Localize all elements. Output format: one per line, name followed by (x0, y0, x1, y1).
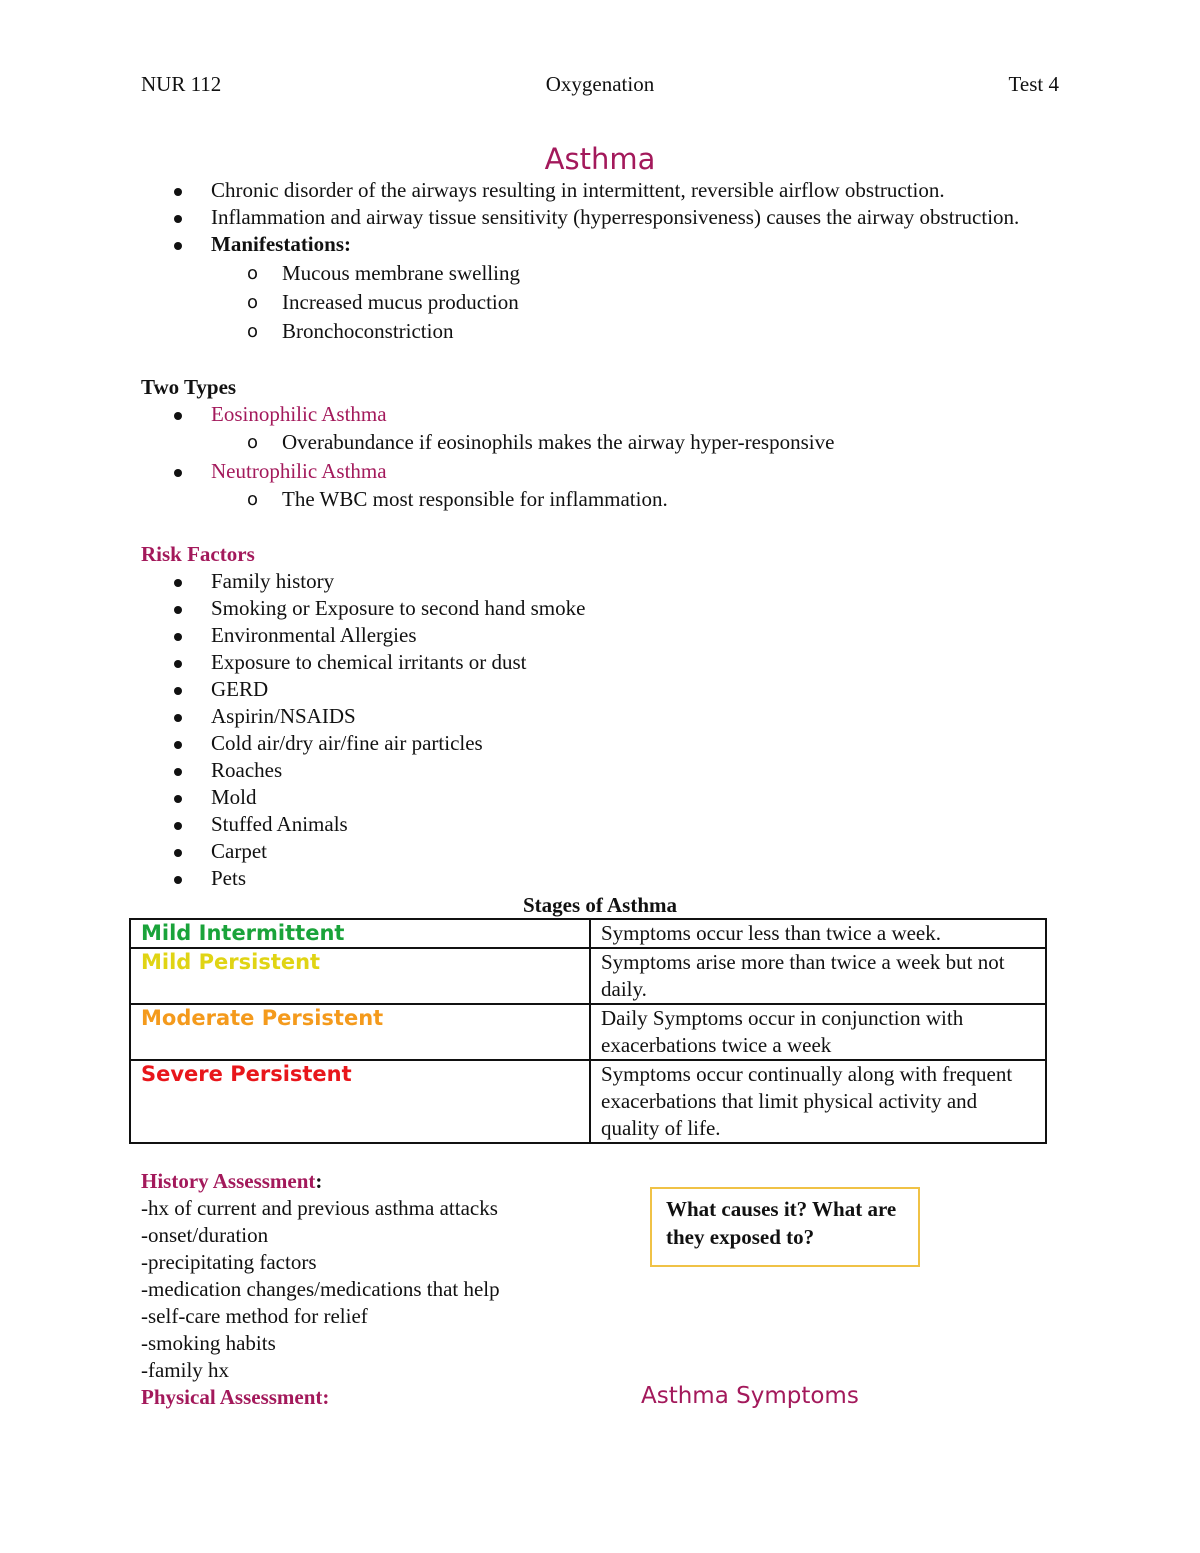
risk-factor-item: Family history (141, 568, 1061, 595)
stage-name: Severe Persistent (130, 1060, 590, 1143)
header-course: NUR 112 (141, 72, 222, 96)
history-heading-colon: : (315, 1169, 323, 1193)
symptoms-title: Asthma Symptoms (641, 1383, 859, 1409)
intro-bullet: Chronic disorder of the airways resulting in intermittent, reversible airflow obstruction. (141, 177, 1061, 204)
risk-factor-item: Exposure to chemical irritants or dust (141, 649, 1061, 676)
two-types-section (141, 374, 1061, 513)
type-name: Eosinophilic Asthma (141, 401, 1061, 428)
table-row (130, 1060, 1046, 1143)
risk-factor-item: Environmental Allergies (141, 622, 1061, 649)
history-heading-line (141, 1168, 641, 1195)
stage-description: Daily Symptoms occur in conjunction with exacerbations twice a week (590, 1004, 1046, 1060)
risk-factor-item: Smoking or Exposure to second hand smoke (141, 595, 1061, 622)
two-types-heading: Two Types (141, 375, 237, 399)
stage-description: Symptoms occur less than twice a week. (590, 919, 1046, 948)
history-item: -smoking habits (141, 1331, 276, 1355)
table-row (130, 1004, 1046, 1060)
manifestation-item: o Bronchoconstriction (141, 318, 1061, 345)
physical-assessment-heading: Physical Assessment: (141, 1385, 330, 1409)
risk-factor-item: Mold (141, 784, 1061, 811)
history-item: -medication changes/medications that help (141, 1277, 500, 1301)
risk-factors-heading: Risk Factors (141, 542, 255, 566)
history-item: -self-care method for relief (141, 1304, 368, 1328)
stage-description: Symptoms occur continually along with frequent exacerbations that limit physical activity and quality of life. (590, 1060, 1046, 1143)
type-name: Neutrophilic Asthma (141, 458, 1061, 485)
manifestation-item: o Mucous membrane swelling (141, 260, 1061, 287)
stage-name: Moderate Persistent (130, 1004, 590, 1060)
stages-table (129, 918, 1047, 1144)
risk-factor-item: GERD (141, 676, 1061, 703)
stage-name: Mild Intermittent (130, 919, 590, 948)
callout-box: What causes it? What are they exposed to? (650, 1187, 920, 1267)
header-test: Test 4 (1008, 72, 1059, 96)
stage-name: Mild Persistent (130, 948, 590, 1004)
history-item: -precipitating factors (141, 1250, 317, 1274)
risk-factor-item: Aspirin/NSAIDS (141, 703, 1061, 730)
type-detail: o The WBC most responsible for inflammation. (141, 486, 1061, 513)
stage-description: Symptoms arise more than twice a week but not daily. (590, 948, 1046, 1004)
type-detail: o Overabundance if eosinophils makes the airway hyper-responsive (141, 429, 1061, 456)
risk-factor-item: Carpet (141, 838, 1061, 865)
risk-factor-item: Roaches (141, 757, 1061, 784)
risk-factor-item: Cold air/dry air/fine air particles (141, 730, 1061, 757)
table-row (130, 948, 1046, 1004)
header-topic: Oxygenation (545, 72, 655, 96)
history-item: -onset/duration (141, 1223, 269, 1247)
stages-caption: Stages of Asthma (522, 893, 677, 917)
history-item: -hx of current and previous asthma attacks (141, 1196, 498, 1220)
risk-factor-item: Pets (141, 865, 1061, 892)
intro-section (141, 177, 1061, 345)
history-section (141, 1168, 641, 1411)
risk-factor-item: Stuffed Animals (141, 811, 1061, 838)
intro-bullet: Inflammation and airway tissue sensitivity (hyperresponsiveness) causes the airway obstruction. (141, 204, 1031, 231)
history-heading: History Assessment (141, 1169, 316, 1193)
table-row (130, 919, 1046, 948)
risk-factors-section (141, 541, 1061, 892)
page-title: Asthma (544, 142, 656, 176)
history-item: -family hx (141, 1358, 230, 1382)
manifestation-item: o Increased mucus production (141, 289, 1061, 316)
manifestations-label: Manifestations: (141, 231, 1061, 258)
